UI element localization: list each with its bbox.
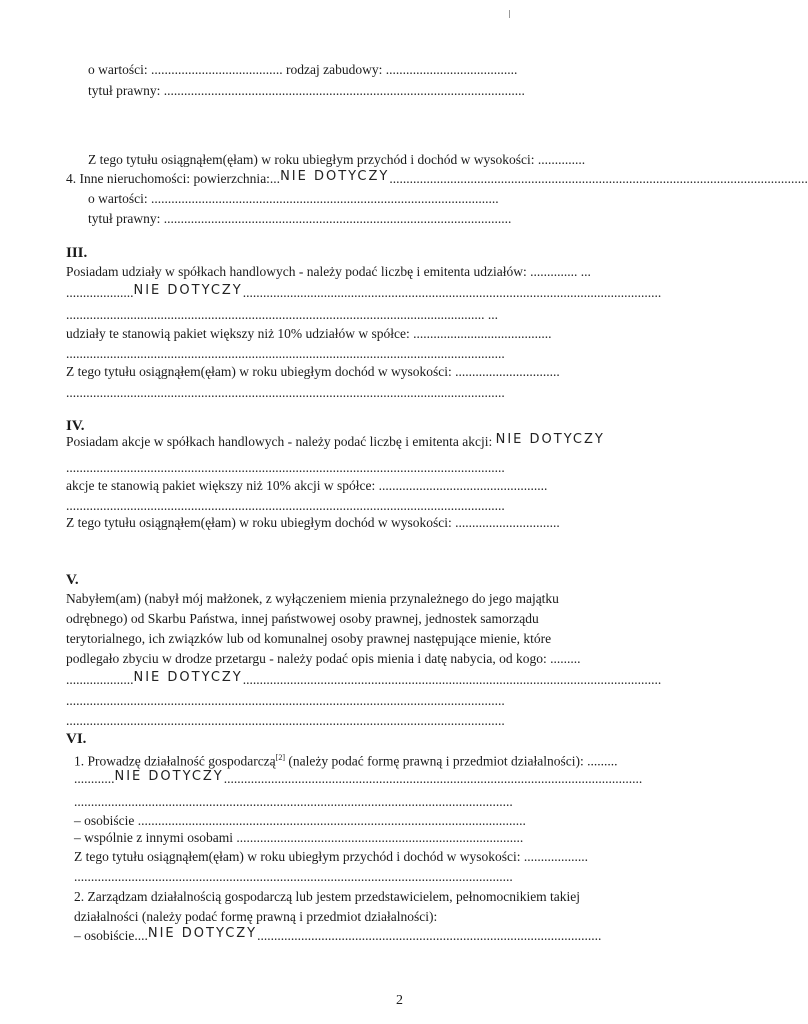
acquisition-text-3: terytorialnego, ich związków lub od komunalnej osoby prawnej następujące mienie, które	[66, 631, 552, 646]
page-number: 2	[396, 993, 403, 1008]
stocks-line	[66, 434, 605, 451]
dots: ......................................................................................................	[257, 928, 602, 943]
personally-line: – osobiście ...................................................................................................................	[74, 813, 526, 828]
footnote-mark: [2]	[275, 753, 285, 762]
handwritten-not-applicable: NIE DOTYCZY	[114, 769, 224, 784]
personally-label: – osobiście....	[74, 928, 148, 943]
stock-packet-line: akcje te stanowią pakiet większy niż 10% akcji w spółce: ..................................................	[66, 478, 548, 493]
acquisition-text-2: odrębnego) od Skarbu Państwa, innej państwowej osoby prawnej, jednostek samorządu	[66, 611, 539, 626]
management-text-2: działalności (należy podać formę prawną i przedmiot działalności):	[74, 909, 438, 924]
handwritten-not-applicable: NIE DOTYCZY	[495, 432, 605, 447]
income-line: Z tego tytułu osiągnąłem(ęłam) w roku ubiegłym dochód w wysokości: ...............................	[66, 515, 560, 530]
section-heading-iii: III.	[66, 245, 88, 261]
dots: ............................................................................................................................	[223, 771, 643, 786]
dots: ............	[74, 771, 115, 786]
handwritten-not-applicable: NIE DOTYCZY	[133, 283, 243, 298]
business-answer-line	[74, 771, 642, 788]
management-text-1: 2. Zarządzam działalnością gospodarczą lub jestem przedstawicielem, pełnomocnikiem takiej	[74, 889, 581, 904]
business-activity-label: 1. Prowadzę działalność gospodarczą	[74, 753, 276, 769]
dots: ............................................................................................................................	[242, 285, 662, 300]
acquisition-text-1: Nabyłem(am) (nabył mój małżonek, z wyłączeniem mienia przynależnego do jego majątku	[66, 591, 559, 606]
income-line: Z tego tytułu osiągnąłem(ęłam) w roku ubiegłym dochód w wysokości: ...............................	[66, 364, 560, 379]
legal-title-line: tytuł prawny: .......................................................................................................	[88, 211, 512, 226]
section-heading-v: V.	[66, 572, 79, 588]
dotted-line: ..................................................................................................................................	[66, 498, 505, 513]
dotted-line: ..................................................................................................................................	[74, 869, 513, 884]
value-line: o wartości: .......................................................................................................	[88, 191, 499, 206]
section-heading-vi: VI.	[66, 731, 87, 747]
handwritten-not-applicable: NIE DOTYCZY	[147, 926, 258, 941]
shares-answer-line	[66, 285, 661, 302]
other-property-label: 4. Inne nieruchomości: powierzchnia:...	[66, 171, 281, 186]
handwritten-not-applicable: NIE DOTYCZY	[133, 670, 243, 685]
dotted-line: ..................................................................................................................................	[66, 460, 505, 475]
dotted-line: ............................................................................................................................ ...	[66, 307, 498, 322]
income-line: Z tego tytułu osiągnąłem(ęłam) w roku ubiegłym przychód i dochód w wysokości: ...................	[74, 849, 589, 864]
dots: ....................	[66, 285, 134, 300]
other-property-line	[66, 169, 808, 188]
dotted-line: ..................................................................................................................................	[66, 693, 505, 708]
value-line: o wartości: ....................................... rodzaj zabudowy: .......................................	[88, 62, 518, 77]
dotted-line: ..................................................................................................................................	[66, 385, 505, 400]
business-activity-hint: (należy podać formę prawną i przedmiot działalności): .........	[285, 753, 618, 769]
dots: ............................................................................................................................	[389, 171, 808, 186]
acquisition-answer-line	[66, 672, 661, 689]
stocks-label: Posiadam akcje w spółkach handlowych - należy podać liczbę i emitenta akcji:	[66, 434, 493, 449]
acquisition-text-4: podlegało zbyciu w drodze przetargu - należy podać opis mienia i datę nabycia, od kogo: .........	[66, 651, 581, 666]
handwritten-not-applicable: NIE DOTYCZY	[280, 169, 390, 184]
share-packet-line: udziały te stanowią pakiet większy niż 10% udziałów w spółce: .........................................	[66, 326, 552, 341]
dots: ....................	[66, 672, 134, 687]
business-activity-line	[74, 750, 618, 770]
jointly-line: – wspólnie z innymi osobami .....................................................................................	[74, 830, 524, 845]
dots: ............................................................................................................................	[242, 672, 662, 687]
scan-mark	[509, 10, 510, 18]
dotted-line: ..................................................................................................................................	[66, 713, 505, 728]
management-answer-line	[74, 928, 601, 945]
income-line: Z tego tytułu osiągnąłem(ęłam) w roku ubiegłym przychód i dochód w wysokości: ..............	[88, 152, 586, 167]
legal-title-line: tytuł prawny: ...........................................................................................................	[88, 83, 525, 98]
dotted-line: ..................................................................................................................................	[74, 794, 513, 809]
dotted-line: ..................................................................................................................................	[66, 346, 505, 361]
section-heading-iv: IV.	[66, 418, 85, 434]
shares-line: Posiadam udziały w spółkach handlowych - należy podać liczbę i emitenta udziałów: .............. ...	[66, 264, 591, 279]
